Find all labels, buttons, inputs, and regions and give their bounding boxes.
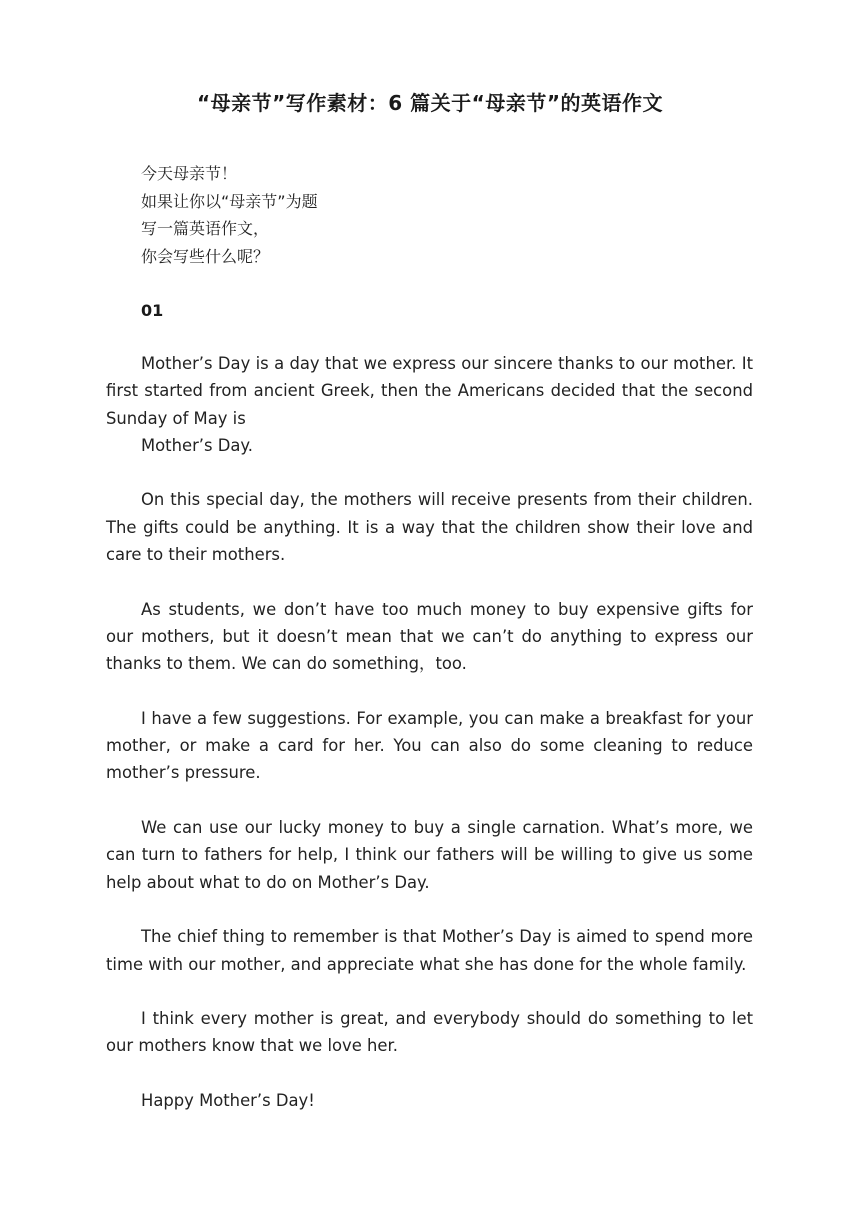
intro-line: 写一篇英语作文，	[141, 219, 270, 238]
essay-closing: Happy Mother’s Day!	[141, 1091, 315, 1111]
intro-line: 今天母亲节！	[141, 164, 238, 183]
essay-paragraph: I think every mother is great, and everybody should do something to let our mothers know that we love her.	[106, 1009, 753, 1056]
essay-paragraph: On this special day, the mothers will receive presents from their children. The gifts could be anything. It is a way that the children show their love and care to their mothers.	[106, 490, 753, 565]
essay-paragraph: The chief thing to remember is that Mother’s Day is aimed to spend more time with our mother, and appreciate what she has done for the whole family.	[106, 927, 753, 974]
essay-paragraph: We can use our lucky money to buy a single carnation. What’s more, we can turn to fathers for help, I think our fathers will be willing to give us some help about what to do on Mother’s Day.	[106, 818, 753, 892]
essay-body	[106, 350, 753, 1142]
essay-paragraph: Mother’s Day is a day that we express our sincere thanks to our mother. It first started from ancient Greek, then the Americans decided that the second Sunday of May is	[106, 354, 753, 428]
essay-paragraph: Mother’s Day.	[141, 435, 254, 455]
essay-paragraph: I have a few suggestions. For example, you can make a breakfast for your mother, or make a card for her. You can also do some cleaning to reduce mother’s pressure.	[106, 708, 753, 783]
intro-line: 你会写些什么呢？	[141, 246, 270, 266]
section-number: 01	[141, 301, 164, 320]
document-title: “母亲节”写作素材：6 篇关于“母亲节”的英语作文	[197, 91, 663, 115]
intro-block	[141, 160, 741, 270]
intro-line: 如果让你以“母亲节”为题	[141, 191, 318, 211]
essay-paragraph: As students, we don’t have too much money to buy expensive gifts for our mothers, but it doesn’t mean that we can’t do anything to express our thanks to them. We can do something，too.	[106, 599, 753, 674]
